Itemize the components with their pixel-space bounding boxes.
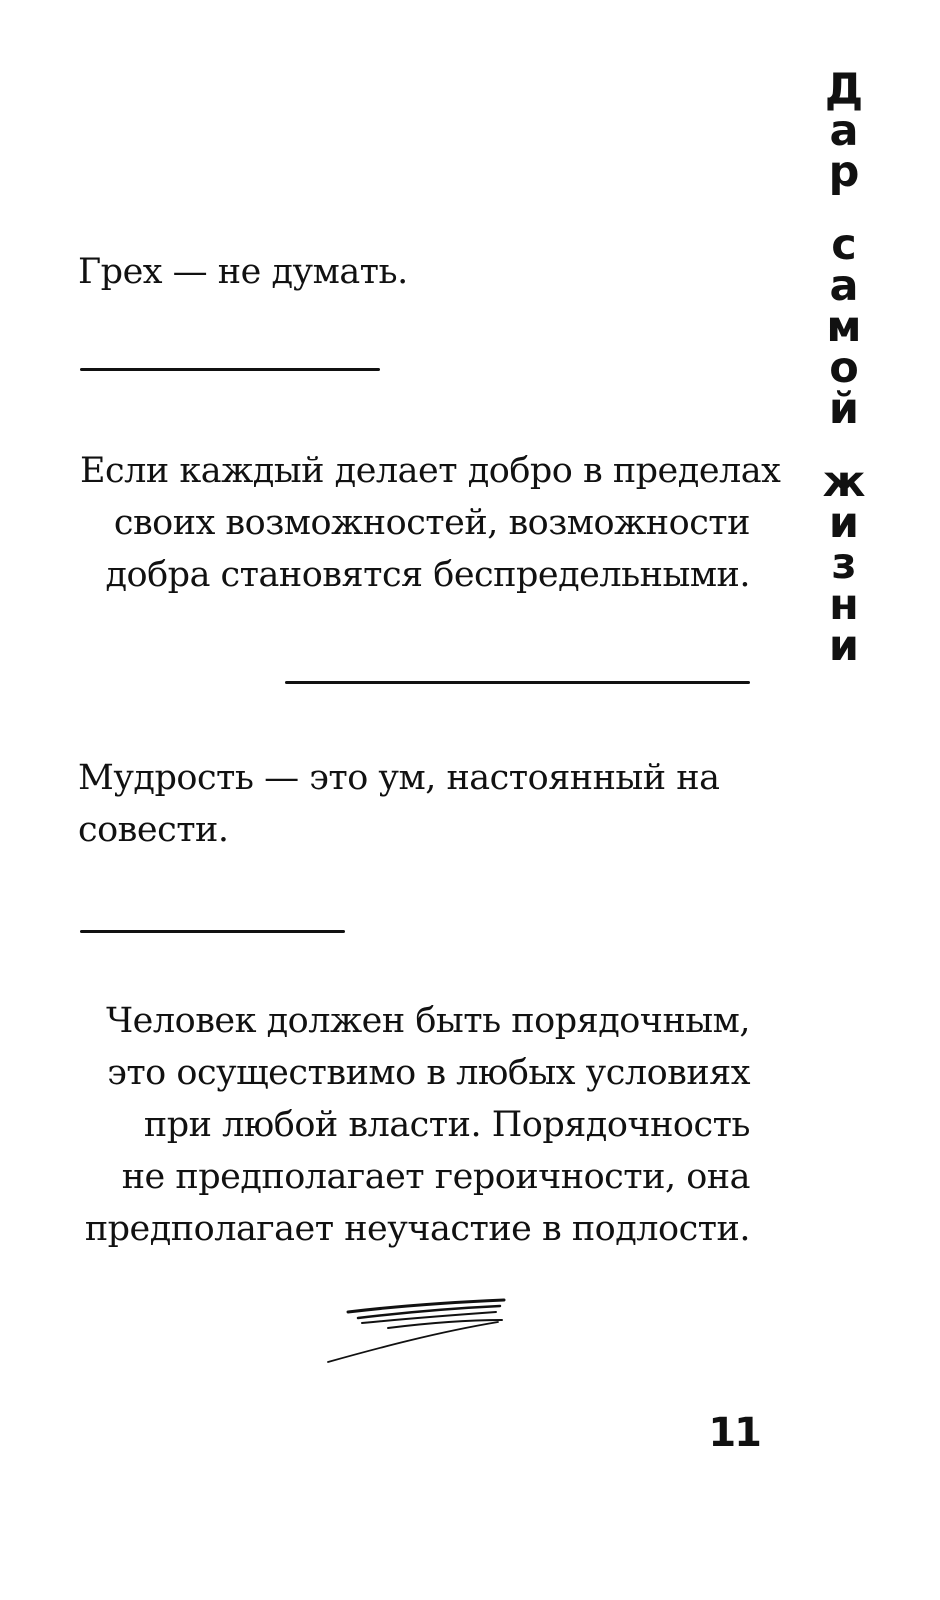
quote-line: добра становятся беспредельными. xyxy=(105,555,750,595)
title-letter: й xyxy=(828,384,860,434)
quote-line: Грех — не думать. xyxy=(78,252,408,292)
title-letter: а xyxy=(829,261,859,311)
quote-2 xyxy=(80,445,781,601)
title-letter: а xyxy=(829,106,859,156)
divider-2 xyxy=(285,681,750,684)
title-letter: и xyxy=(828,621,860,671)
quote-line: совести. xyxy=(78,810,229,850)
quote-line: при любой власти. Порядочность xyxy=(143,1105,750,1145)
quote-3 xyxy=(78,752,719,856)
title-letter: Д xyxy=(824,65,864,115)
quote-line: это осуществимо в любых условиях xyxy=(107,1053,750,1093)
page-number: 11 xyxy=(708,1410,760,1456)
quote-line: своих возможностей, возможности xyxy=(113,503,750,543)
title-word xyxy=(812,65,876,197)
title-letter: и xyxy=(828,498,860,548)
scribble-flourish-icon xyxy=(318,1290,518,1370)
title-word xyxy=(812,220,876,434)
quote-line: Мудрость — это ум, настоянный на xyxy=(78,758,720,798)
title-letter: м xyxy=(826,302,862,352)
quote-1 xyxy=(78,246,408,298)
quote-4 xyxy=(80,995,750,1255)
title-letter: р xyxy=(828,147,860,197)
running-title xyxy=(812,65,876,699)
quote-line: Человек должен быть порядочным, xyxy=(106,1001,750,1041)
quote-line: не предполагает героичности, она xyxy=(121,1157,750,1197)
title-word xyxy=(812,457,876,671)
divider-3 xyxy=(80,930,345,933)
title-letter: ж xyxy=(822,457,866,507)
divider-1 xyxy=(80,368,380,371)
title-letter: з xyxy=(831,539,857,589)
title-letter: с xyxy=(831,220,857,270)
title-letter: н xyxy=(829,580,859,630)
quote-line: Если каждый делает добро в пределах xyxy=(80,451,781,491)
quote-line: предполагает неучастие в подлости. xyxy=(84,1209,750,1249)
title-letter: о xyxy=(829,343,859,393)
